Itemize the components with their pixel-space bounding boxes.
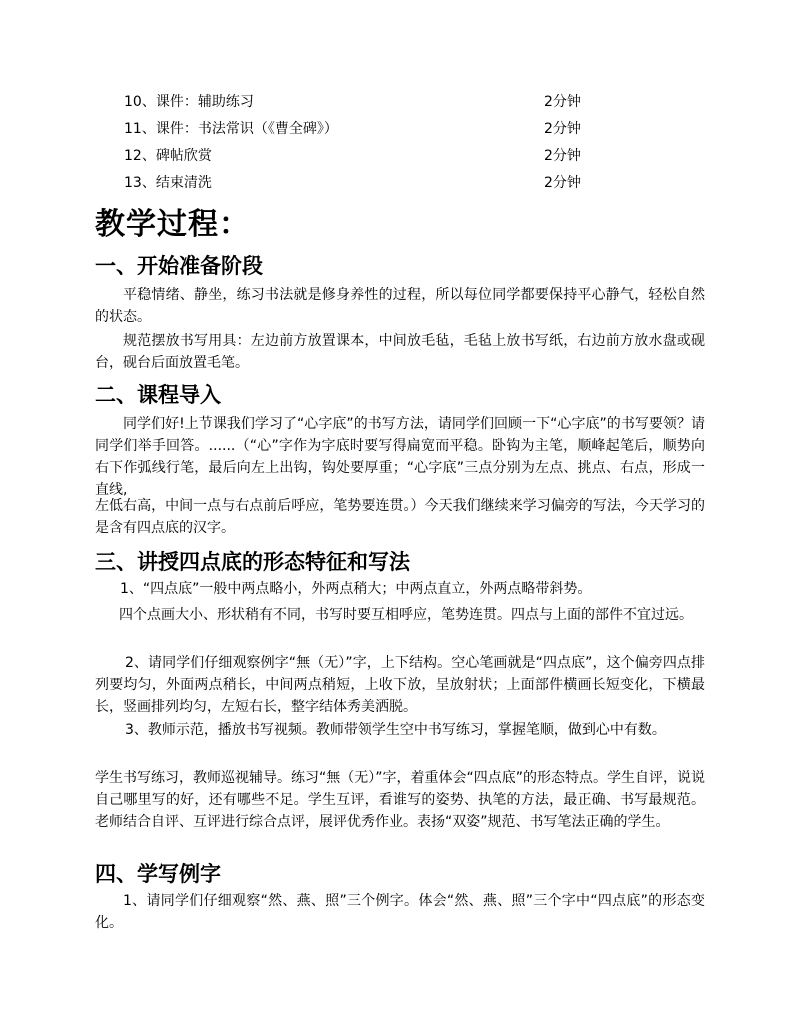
- schedule-duration: 2分钟: [544, 94, 581, 110]
- paragraph: 左低右高，中间一点与右点前后呼应，笔势要连贯。）今天我们继续来学习偏旁的写法，今天学习的是含有四点底的汉字。: [95, 498, 705, 536]
- page-title: 教学过程：: [95, 207, 250, 242]
- schedule-row: [124, 119, 604, 146]
- paragraph: 同学们好!上节课我们学习了“心字底”的书写方法，请同学们回顾一下“心字底”的书写要领？请同学们举手回答。......（“心”字作为字底时要写得扁宽而平稳。卧钩为主笔，顺峰起笔后，顺势向右下作弧线行笔，最后向左上出钩，钩处要厚重；“心字底”三点分别为左点、挑点、右点，形成一直线,: [95, 416, 705, 498]
- paragraph: 2、请同学们仔细观察例字“無（无）”字，上下结构。空心笔画就是“四点底”，这个偏旁四点排列要均匀，外面两点稍长，中间两点稍短，上收下放，呈放射状；上面部件横画长短变化，下横最长，竖画排列均匀，左短右长，整字结体秀美洒脱。: [95, 655, 705, 715]
- paragraph: 四个点画大小、形状稍有不同，书写时要互相呼应，笔势连贯。四点与上面的部件不宜过远。: [119, 607, 693, 623]
- schedule-duration: 2分钟: [544, 121, 581, 137]
- schedule-item: 13、结束清洗: [124, 175, 212, 191]
- schedule-row: [124, 146, 604, 173]
- schedule-item: 12、碑帖欣赏: [124, 148, 212, 164]
- section-heading: 三、讲授四点底的形态特征和写法: [95, 549, 410, 574]
- paragraph: 3、教师示范，播放书写视频。教师带领学生空中书写练习，掌握笔顺，做到心中有数。: [125, 722, 666, 738]
- section-heading: 四、学写例字: [95, 861, 221, 886]
- schedule-row: [124, 92, 604, 119]
- paragraph: 1、“四点底”一般中两点略小，外两点稍大；中两点直立，外两点略带斜势。: [120, 581, 592, 597]
- schedule-duration: 2分钟: [544, 148, 581, 164]
- schedule-item: 10、课件：辅助练习: [124, 94, 254, 110]
- paragraph: 平稳情绪、静坐，练习书法就是修身养性的过程，所以每位同学都要保持平心静气，轻松自然的状态。: [95, 287, 705, 325]
- section-heading: 二、课程导入: [95, 382, 221, 407]
- schedule-item: 11、课件：书法常识（《曹全碑》）: [124, 121, 338, 137]
- section-heading: 一、开始准备阶段: [95, 253, 263, 278]
- paragraph: 规范摆放书写用具：左边前方放置课本，中间放毛毡，毛毡上放书写纸，右边前方放水盘或砚台，砚台后面放置毛笔。: [95, 333, 705, 371]
- paragraph: 1、请同学们仔细观察“然、燕、照”三个例字。体会“然、燕、照”三个字中“四点底”的形态变化。: [95, 893, 705, 931]
- paragraph: 学生书写练习，教师巡视辅导。练习“無（无）”字，着重体会“四点底”的形态特点。学生自评，说说自己哪里写的好，还有哪些不足。学生互评，看谁写的姿势、执笔的方法，最正确、书写最规范。老师结合自评、互评进行综合点评，展评优秀作业。表扬“双姿”规范、书写笔法正确的学生。: [95, 770, 706, 830]
- schedule-duration: 2分钟: [544, 175, 581, 191]
- schedule-list: [124, 92, 604, 200]
- schedule-row: [124, 173, 604, 200]
